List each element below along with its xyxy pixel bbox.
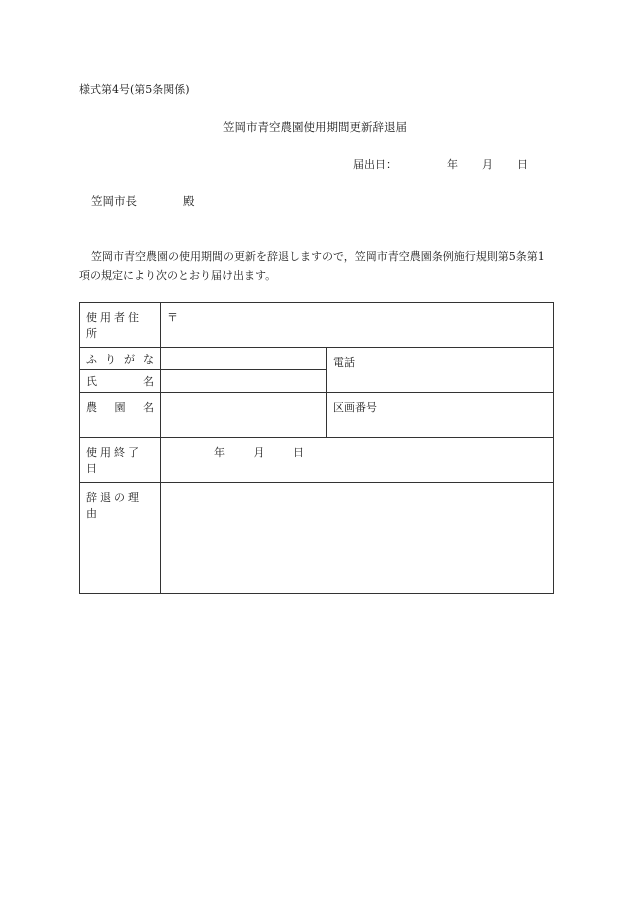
name-label-char: 名 bbox=[143, 375, 154, 388]
plot-number-field[interactable] bbox=[327, 393, 554, 438]
reason-label-cell bbox=[80, 483, 161, 594]
name-label-char: 氏 bbox=[86, 375, 97, 388]
plot-label: 区画番号 bbox=[333, 401, 377, 414]
garden-label-cell bbox=[80, 393, 161, 438]
furigana-field[interactable] bbox=[161, 348, 327, 370]
address-field[interactable] bbox=[161, 303, 554, 348]
reason-label: 辞退の理由 bbox=[86, 491, 142, 520]
body-text: 笠岡市青空農園の使用期間の更新を辞退しますので，笠岡市青空農園条例施行規則第5条第1項の規定により次のとおり届け出ます。 bbox=[79, 250, 545, 282]
submit-date-year: 年 bbox=[447, 158, 458, 171]
furigana-label-cell bbox=[80, 348, 161, 370]
garden-label-char: 園 bbox=[114, 401, 126, 414]
submit-date-day: 日 bbox=[517, 158, 528, 171]
address-label: 使用者住所 bbox=[86, 311, 142, 340]
garden-label-char: 名 bbox=[143, 401, 154, 414]
end-date-field[interactable] bbox=[161, 438, 554, 483]
reason-field[interactable] bbox=[161, 483, 554, 594]
garden-name-field[interactable] bbox=[161, 393, 327, 438]
phone-field[interactable] bbox=[327, 348, 554, 393]
furigana-label-char: が bbox=[124, 353, 135, 366]
end-date-month: 月 bbox=[253, 446, 265, 459]
form-number: 様式第4号(第5条関係) bbox=[79, 83, 190, 96]
page-title: 笠岡市青空農園使用期間更新辞退届 bbox=[223, 120, 407, 134]
name-field[interactable] bbox=[161, 370, 327, 393]
addressee-honorific: 殿 bbox=[183, 194, 195, 208]
addressee-name: 笠岡市長 bbox=[91, 194, 137, 208]
phone-label: 電話 bbox=[333, 356, 355, 369]
name-label-cell bbox=[80, 370, 161, 393]
garden-label-char: 農 bbox=[86, 401, 97, 414]
furigana-label-char: り bbox=[105, 353, 116, 366]
end-date-day: 日 bbox=[293, 446, 304, 459]
furigana-label-char: な bbox=[143, 353, 154, 366]
end-date-year: 年 bbox=[214, 446, 225, 459]
submit-date-month: 月 bbox=[482, 158, 493, 171]
address-label-cell bbox=[80, 303, 161, 348]
furigana-label-char: ふ bbox=[86, 353, 97, 366]
application-form-table bbox=[79, 302, 554, 594]
submit-date-label: 届出日： bbox=[353, 158, 397, 171]
end-date-label-cell bbox=[80, 438, 161, 483]
postal-mark: 〒 bbox=[167, 311, 178, 324]
end-date-label: 使用終了日 bbox=[86, 446, 142, 475]
